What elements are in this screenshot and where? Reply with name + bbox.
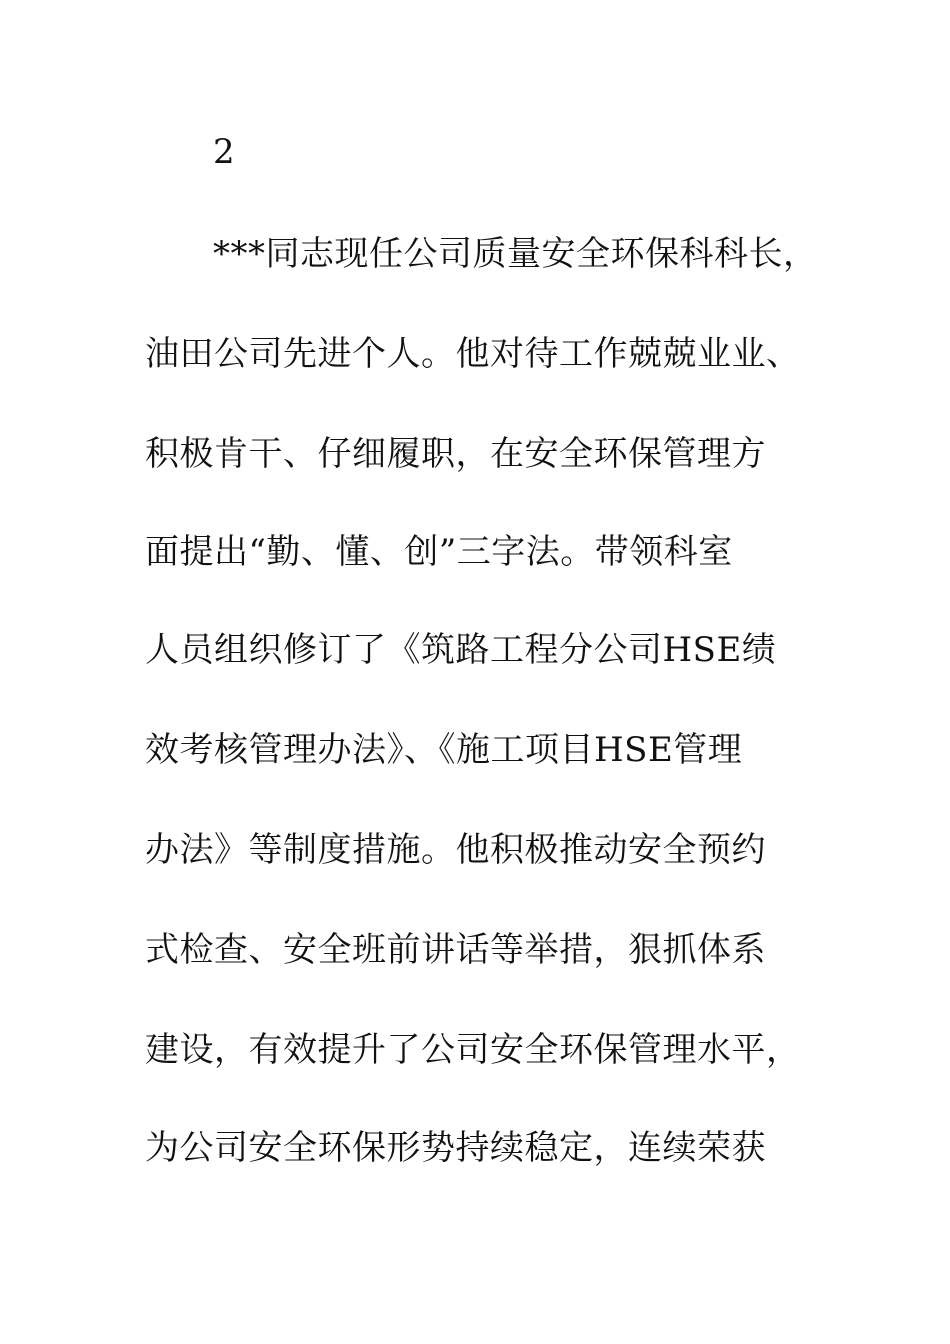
paragraph-line: ***同志现任公司质量安全环保科科长， [213,234,818,274]
page-number: 2 [213,132,235,172]
paragraph-line: 人员组织修订了《筑路工程分公司HSE绩 [145,630,777,670]
paragraph-line: 积极肯干、仔细履职，在安全环保管理方 [145,434,766,474]
paragraph-line: 为公司安全环保形势持续稳定，连续荣获 [145,1128,766,1168]
paragraph-line: 建设，有效提升了公司安全环保管理水平， [145,1030,801,1070]
paragraph-line: 效考核管理办法》、《施工项目HSE管理 [145,730,743,770]
paragraph-line: 办法》等制度措施。他积极推动安全预约 [145,830,766,870]
paragraph-line: 面提出“勤、懂、创”三字法。带领科室 [145,532,733,572]
paragraph-line: 油田公司先进个人。他对待工作兢兢业业、 [145,334,801,374]
paragraph-line: 式检查、安全班前讲话等举措，狠抓体系 [145,930,766,970]
